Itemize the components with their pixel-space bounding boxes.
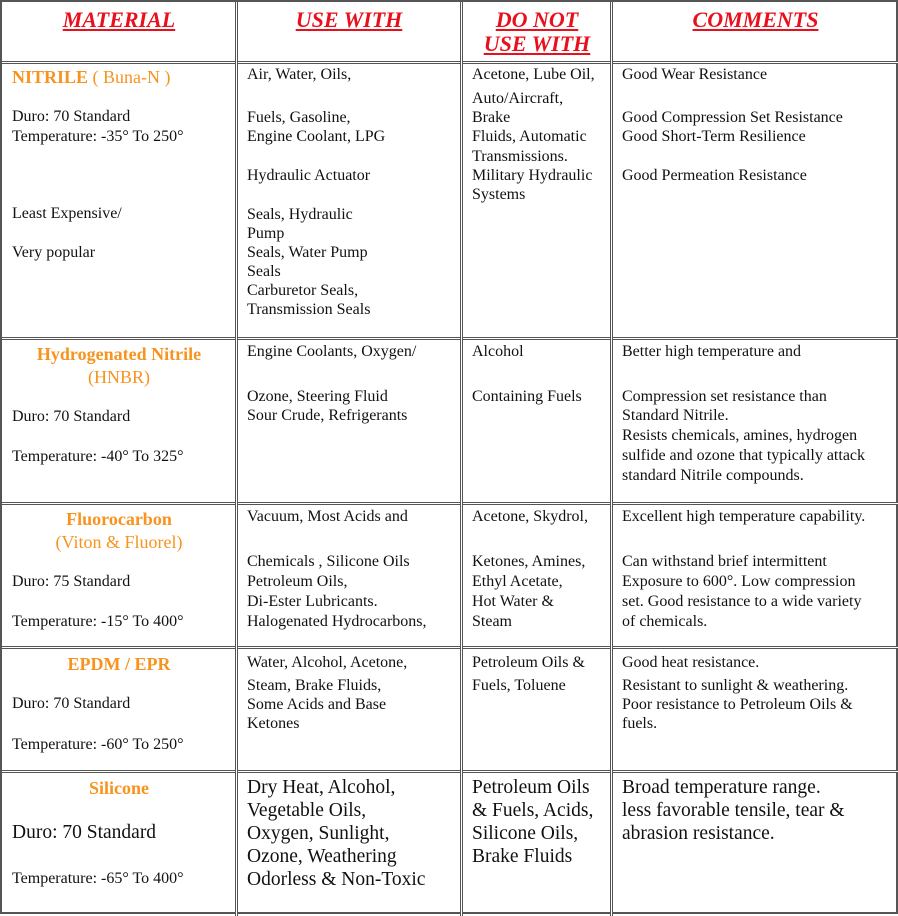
comment-line: Good Permeation Resistance: [622, 167, 807, 184]
do-not-use-item: Fuels, Toluene: [472, 677, 566, 694]
do-not-use-item: Systems: [472, 186, 526, 203]
comment-line: sulfide and ozone that typically attack: [622, 447, 866, 464]
do-not-use-item: Silicone Oils,: [472, 823, 579, 844]
header-use-with: USE WITH: [295, 7, 403, 32]
use-with-item: Pump: [247, 225, 285, 242]
use-with-item: Oxygen, Sunlight,: [247, 823, 390, 844]
use-with-item: Ozone, Steering Fluid: [247, 388, 388, 405]
use-with-item: Sour Crude, Refrigerants: [247, 407, 408, 424]
use-with-item: Halogenated Hydrocarbons,: [247, 613, 427, 630]
comment-line: Good Compression Set Resistance: [622, 109, 843, 126]
use-with-item: Ketones: [247, 715, 300, 732]
duro-value: Duro: 70 Standard: [12, 695, 131, 712]
use-with-item: Seals, Water Pump: [247, 244, 368, 261]
do-not-use-item: Steam: [472, 613, 512, 630]
comment-line: less favorable tensile, tear &: [622, 800, 845, 821]
use-with-item: Fuels, Gasoline,: [247, 109, 351, 126]
do-not-use-item: Petroleum Oils: [472, 777, 590, 798]
comment-line: fuels.: [622, 715, 658, 732]
do-not-use-item: Brake Fluids: [472, 846, 573, 867]
temperature-range: Temperature: -60° To 250°: [12, 736, 184, 753]
comment-line: Better high temperature and: [622, 343, 802, 360]
comment-line: Can withstand brief intermittent: [622, 553, 827, 570]
duro-value: Duro: 70 Standard: [12, 408, 131, 425]
do-not-use-item: Fluids, Automatic: [472, 128, 587, 145]
comment-line: Broad temperature range.: [622, 777, 821, 798]
do-not-use-item: Acetone, Skydrol,: [472, 508, 588, 525]
use-with-item: Some Acids and Base: [247, 696, 387, 713]
comment-line: abrasion resistance.: [622, 823, 775, 844]
comment-line: Standard Nitrile.: [622, 407, 729, 424]
do-not-use-item: Petroleum Oils &: [472, 654, 585, 671]
material-name-paren: (Viton & Fluorel): [55, 532, 183, 552]
material-name-main: NITRILE: [12, 67, 89, 87]
use-with-item: Petroleum Oils,: [247, 573, 348, 590]
use-with-item: Steam, Brake Fluids,: [247, 677, 382, 694]
use-with-item: Di-Ester Lubricants.: [247, 593, 378, 610]
material-name: [12, 66, 171, 88]
use-with-item: Engine Coolant, LPG: [247, 128, 386, 145]
material-name: Fluorocarbon: [66, 509, 172, 529]
material-name: EPDM / EPR: [67, 654, 171, 674]
use-with-item: Vacuum, Most Acids and: [247, 508, 408, 525]
row-divider: [2, 770, 898, 773]
duro-value: Duro: 70 Standard: [12, 822, 157, 843]
do-not-use-item: Hot Water &: [472, 593, 554, 610]
use-with-item: Seals: [247, 263, 281, 280]
temperature-range: Temperature: -40° To 325°: [12, 448, 184, 465]
use-with-item: Vegetable Oils,: [247, 800, 367, 821]
use-with-item: Engine Coolants, Oxygen/: [247, 343, 417, 360]
do-not-use-item: Transmissions.: [472, 148, 568, 165]
temperature-range: Temperature: -65° To 400°: [12, 870, 184, 887]
comment-line: Compression set resistance than: [622, 388, 827, 405]
use-with-item: Hydraulic Actuator: [247, 167, 371, 184]
use-with-item: Odorless & Non-Toxic: [247, 869, 426, 890]
row-divider: [2, 61, 898, 64]
use-with-item: Water, Alcohol, Acetone,: [247, 654, 408, 671]
duro-value: Duro: 75 Standard: [12, 573, 131, 590]
material-note: Least Expensive/: [12, 205, 122, 222]
row-divider: [2, 337, 898, 340]
row-divider: [2, 502, 898, 505]
do-not-use-item: Military Hydraulic: [472, 167, 593, 184]
material-name-paren: (HNBR): [88, 367, 150, 387]
header-do-not-line1: DO NOT: [495, 7, 579, 32]
temperature-range: Temperature: -15° To 400°: [12, 613, 184, 630]
comment-line: standard Nitrile compounds.: [622, 467, 804, 484]
do-not-use-item: Acetone, Lube Oil,: [472, 66, 595, 83]
duro-value: Duro: 70 Standard: [12, 108, 131, 125]
comment-line: Poor resistance to Petroleum Oils &: [622, 696, 853, 713]
use-with-item: Ozone, Weathering: [247, 846, 397, 867]
comment-line: Resists chemicals, amines, hydrogen: [622, 427, 858, 444]
header-material: MATERIAL: [62, 7, 176, 32]
use-with-item: Seals, Hydraulic: [247, 206, 353, 223]
use-with-item: Chemicals , Silicone Oils: [247, 553, 410, 570]
material-name: Hydrogenated Nitrile: [36, 344, 202, 364]
material-note: Very popular: [12, 244, 96, 261]
header-do-not-line2: USE WITH: [483, 31, 591, 56]
use-with-item: Dry Heat, Alcohol,: [247, 777, 396, 798]
comment-line: Good Short-Term Resilience: [622, 128, 806, 145]
do-not-use-item: Ethyl Acetate,: [472, 573, 563, 590]
use-with-item: Carburetor Seals,: [247, 282, 359, 299]
temperature-range: Temperature: -35° To 250°: [12, 128, 184, 145]
row-divider: [2, 646, 898, 649]
do-not-use-item: Brake: [472, 109, 511, 126]
do-not-use-item: & Fuels, Acids,: [472, 800, 594, 821]
do-not-use-item: Containing Fuels: [472, 388, 582, 405]
do-not-use-item: Alcohol: [472, 343, 524, 360]
material-name: Silicone: [88, 778, 149, 798]
comment-line: set. Good resistance to a wide variety: [622, 593, 862, 610]
column-divider: [610, 2, 613, 916]
header-comments: COMMENTS: [692, 7, 819, 32]
comment-line: of chemicals.: [622, 613, 708, 630]
do-not-use-item: Auto/Aircraft,: [472, 90, 564, 107]
use-with-item: Transmission Seals: [247, 301, 371, 318]
header-do-not-use-with: [463, 8, 611, 56]
comment-line: Good heat resistance.: [622, 654, 760, 671]
column-divider: [460, 2, 463, 916]
use-with-item: Air, Water, Oils,: [247, 66, 352, 83]
do-not-use-item: Ketones, Amines,: [472, 553, 586, 570]
comment-line: Exposure to 600°. Low compression: [622, 573, 856, 590]
comment-line: Excellent high temperature capability.: [622, 508, 866, 525]
comment-line: Good Wear Resistance: [622, 66, 768, 83]
material-name-paren: ( Buna-N ): [88, 67, 171, 87]
comment-line: Resistant to sunlight & weathering.: [622, 677, 849, 694]
